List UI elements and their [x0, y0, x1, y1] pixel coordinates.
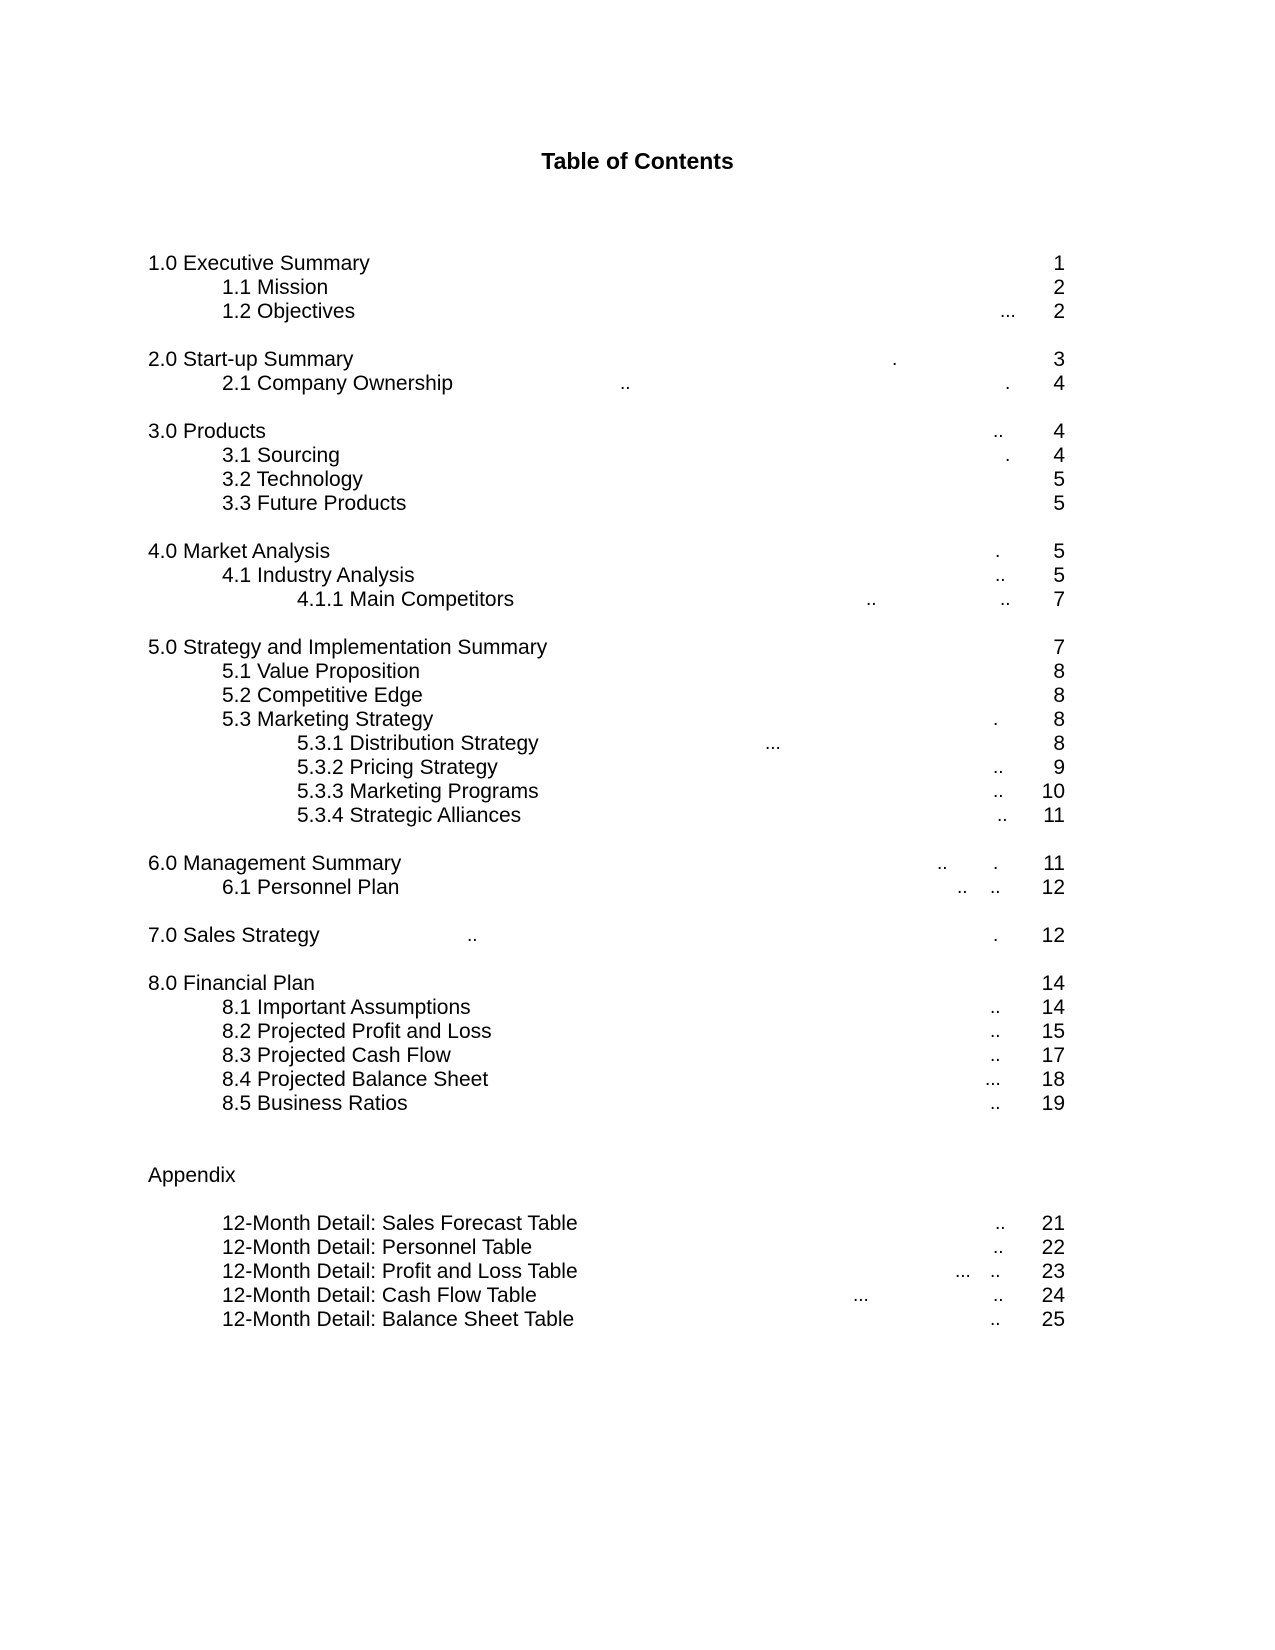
toc-leader-dots: .. [995, 1213, 1006, 1234]
toc-page-number: 4 [1053, 420, 1065, 443]
toc-page-number: 8 [1053, 660, 1065, 683]
toc-leader-dots: ... [955, 1261, 971, 1282]
toc-leader-dots: .. [990, 1093, 1001, 1114]
toc-entry-label: 2.0 Start-up Summary [148, 348, 354, 371]
toc-entry[interactable] [0, 444, 1275, 468]
toc-page-number: 7 [1053, 636, 1065, 659]
toc-entry-label: 3.2 Technology [222, 468, 363, 491]
toc-leader-dots: .. [993, 1237, 1004, 1258]
toc-leader-dots: ... [985, 1069, 1001, 1090]
toc-entry-label: 1.1 Mission [222, 276, 329, 299]
toc-entry-label: 3.3 Future Products [222, 492, 407, 515]
section-gap [0, 612, 1275, 636]
toc-entry[interactable] [0, 876, 1275, 900]
toc-page-number: 25 [1041, 1308, 1065, 1331]
toc-page-number: 4 [1053, 444, 1065, 467]
toc-page-number: 12 [1041, 876, 1065, 899]
toc-entry[interactable] [0, 372, 1275, 396]
toc-page-number: 11 [1043, 804, 1065, 827]
toc-leader-dots: . [1005, 373, 1011, 394]
toc-leader-dots: . [993, 709, 999, 730]
toc-entry[interactable] [0, 732, 1275, 756]
toc-leader-dots: .. [990, 1309, 1001, 1330]
toc-entry[interactable] [0, 348, 1275, 372]
toc-entry-label: 5.1 Value Proposition [222, 660, 421, 683]
toc-entry-label: 8.0 Financial Plan [148, 972, 315, 995]
section-gap [0, 1188, 1275, 1212]
toc-entry-label: 2.1 Company Ownership [222, 372, 454, 395]
section-gap [0, 828, 1275, 852]
toc-entry-label: 5.3.2 Pricing Strategy [297, 756, 498, 779]
toc-leader-dots: ... [853, 1285, 869, 1306]
toc-entry[interactable] [0, 780, 1275, 804]
toc-page-number: 14 [1041, 972, 1065, 995]
toc-leader-dots: .. [990, 877, 1001, 898]
toc-entry[interactable] [0, 468, 1275, 492]
toc-entry[interactable] [0, 1212, 1275, 1236]
toc-entry-label: 1.0 Executive Summary [148, 252, 370, 275]
toc-entry[interactable] [0, 276, 1275, 300]
toc-entry[interactable] [0, 708, 1275, 732]
toc-entry[interactable] [0, 588, 1275, 612]
toc-page-number: 10 [1041, 780, 1065, 803]
toc-entry[interactable] [0, 492, 1275, 516]
toc-entry-label: 5.3.3 Marketing Programs [297, 780, 539, 803]
toc-leader-dots: .. [990, 1045, 1001, 1066]
toc-leader-dots: .. [993, 757, 1004, 778]
toc-page-number: 5 [1053, 492, 1065, 515]
toc-page-number: 1 [1053, 252, 1065, 275]
toc-page-number: 15 [1041, 1020, 1065, 1043]
toc-page-number: 2 [1053, 276, 1065, 299]
toc-leader-dots: .. [990, 997, 1001, 1018]
toc-leader-dots: . [1005, 445, 1011, 466]
toc-leader-dots: . [995, 541, 1001, 562]
toc-entry-label: 8.3 Projected Cash Flow [222, 1044, 451, 1067]
toc-leader-dots: .. [993, 421, 1004, 442]
toc-entry[interactable] [0, 1284, 1275, 1308]
toc-page-number: 14 [1041, 996, 1065, 1019]
toc-entry-label: Appendix [148, 1164, 236, 1187]
toc-page-number: 9 [1053, 756, 1065, 779]
toc-entry[interactable] [0, 564, 1275, 588]
toc-page-number: 21 [1041, 1212, 1065, 1235]
toc-entry[interactable] [0, 924, 1275, 948]
toc-leader-dots: .. [997, 805, 1008, 826]
toc-page-number: 8 [1053, 684, 1065, 707]
toc-entry-label: 8.5 Business Ratios [222, 1092, 408, 1115]
toc-leader-dots: .. [866, 589, 877, 610]
section-gap [0, 324, 1275, 348]
toc-page-number: 12 [1041, 924, 1065, 947]
toc-entry-label: 4.1.1 Main Competitors [297, 588, 515, 611]
toc-entry-label: 4.1 Industry Analysis [222, 564, 415, 587]
section-gap [0, 396, 1275, 420]
toc-page-number: 8 [1053, 708, 1065, 731]
toc-entry[interactable] [0, 1308, 1275, 1332]
toc-leader-dots: . [993, 925, 999, 946]
toc-entry[interactable] [0, 684, 1275, 708]
page-title: Table of Contents [541, 148, 734, 174]
toc-leader-dots: .. [993, 781, 1004, 802]
toc-page-number: 19 [1041, 1092, 1065, 1115]
toc-entry-label: 3.0 Products [148, 420, 266, 443]
toc-leader-dots: .. [1000, 589, 1011, 610]
toc-entry-label: 5.2 Competitive Edge [222, 684, 423, 707]
toc-leader-dots: . [892, 349, 898, 370]
section-gap [0, 1116, 1275, 1164]
toc-page-number: 5 [1053, 564, 1065, 587]
toc-entry-label: 12-Month Detail: Sales Forecast Table [222, 1212, 578, 1235]
toc-page-number: 5 [1053, 468, 1065, 491]
toc-entry[interactable] [0, 540, 1275, 564]
toc-page-number: 4 [1053, 372, 1065, 395]
toc-leader-dots: .. [467, 925, 478, 946]
toc-entry-label: 5.3.4 Strategic Alliances [297, 804, 522, 827]
toc-leader-dots: ... [765, 733, 781, 754]
toc-leader-dots: .. [620, 373, 631, 394]
toc-page-number: 24 [1041, 1284, 1065, 1307]
toc-entry-label: 8.4 Projected Balance Sheet [222, 1068, 489, 1091]
toc-entry[interactable] [0, 420, 1275, 444]
toc-entry[interactable] [0, 636, 1275, 660]
toc-entry[interactable] [0, 300, 1275, 324]
toc-leader-dots: .. [937, 853, 948, 874]
toc-entry-label: 12-Month Detail: Profit and Loss Table [222, 1260, 578, 1283]
toc-page-number: 2 [1053, 300, 1065, 323]
toc-entry-label: 5.3 Marketing Strategy [222, 708, 434, 731]
toc-leader-dots: ... [1000, 301, 1016, 322]
toc-entry[interactable] [0, 852, 1275, 876]
toc-entry[interactable] [0, 1164, 1275, 1188]
toc-leader-dots: . [993, 853, 999, 874]
toc-leader-dots: .. [990, 1021, 1001, 1042]
table-of-contents [0, 252, 1275, 1332]
toc-entry-label: 6.1 Personnel Plan [222, 876, 400, 899]
toc-leader-dots: .. [990, 1261, 1001, 1282]
toc-entry[interactable] [0, 804, 1275, 828]
section-gap [0, 516, 1275, 540]
toc-entry-label: 12-Month Detail: Balance Sheet Table [222, 1308, 575, 1331]
toc-page-number: 18 [1041, 1068, 1065, 1091]
toc-entry[interactable] [0, 1236, 1275, 1260]
toc-page-number: 22 [1041, 1236, 1065, 1259]
section-gap [0, 900, 1275, 924]
toc-entry-label: 5.0 Strategy and Implementation Summary [148, 636, 548, 659]
toc-entry-label: 1.2 Objectives [222, 300, 356, 323]
toc-entry-label: 4.0 Market Analysis [148, 540, 331, 563]
toc-entry[interactable] [0, 1092, 1275, 1116]
toc-entry[interactable] [0, 1044, 1275, 1068]
toc-page-number: 17 [1041, 1044, 1065, 1067]
toc-entry[interactable] [0, 756, 1275, 780]
toc-entry[interactable] [0, 972, 1275, 996]
toc-entry-label: 6.0 Management Summary [148, 852, 402, 875]
toc-page-number: 11 [1043, 852, 1065, 875]
toc-page-number: 3 [1053, 348, 1065, 371]
toc-entry[interactable] [0, 1020, 1275, 1044]
toc-entry-label: 3.1 Sourcing [222, 444, 340, 467]
toc-entry[interactable] [0, 996, 1275, 1020]
toc-page-number: 23 [1041, 1260, 1065, 1283]
toc-page-number: 5 [1053, 540, 1065, 563]
toc-entry[interactable] [0, 252, 1275, 276]
toc-entry[interactable] [0, 1068, 1275, 1092]
toc-entry-label: 7.0 Sales Strategy [148, 924, 320, 947]
toc-entry[interactable] [0, 660, 1275, 684]
section-gap [0, 948, 1275, 972]
toc-leader-dots: .. [957, 877, 968, 898]
toc-entry-label: 12-Month Detail: Personnel Table [222, 1236, 533, 1259]
toc-entry-label: 8.2 Projected Profit and Loss [222, 1020, 492, 1043]
toc-page-number: 7 [1053, 588, 1065, 611]
toc-leader-dots: .. [993, 1285, 1004, 1306]
toc-page-number: 8 [1053, 732, 1065, 755]
toc-entry-label: 12-Month Detail: Cash Flow Table [222, 1284, 537, 1307]
toc-entry[interactable] [0, 1260, 1275, 1284]
toc-entry-label: 8.1 Important Assumptions [222, 996, 471, 1019]
toc-entry-label: 5.3.1 Distribution Strategy [297, 732, 539, 755]
toc-leader-dots: .. [995, 565, 1006, 586]
